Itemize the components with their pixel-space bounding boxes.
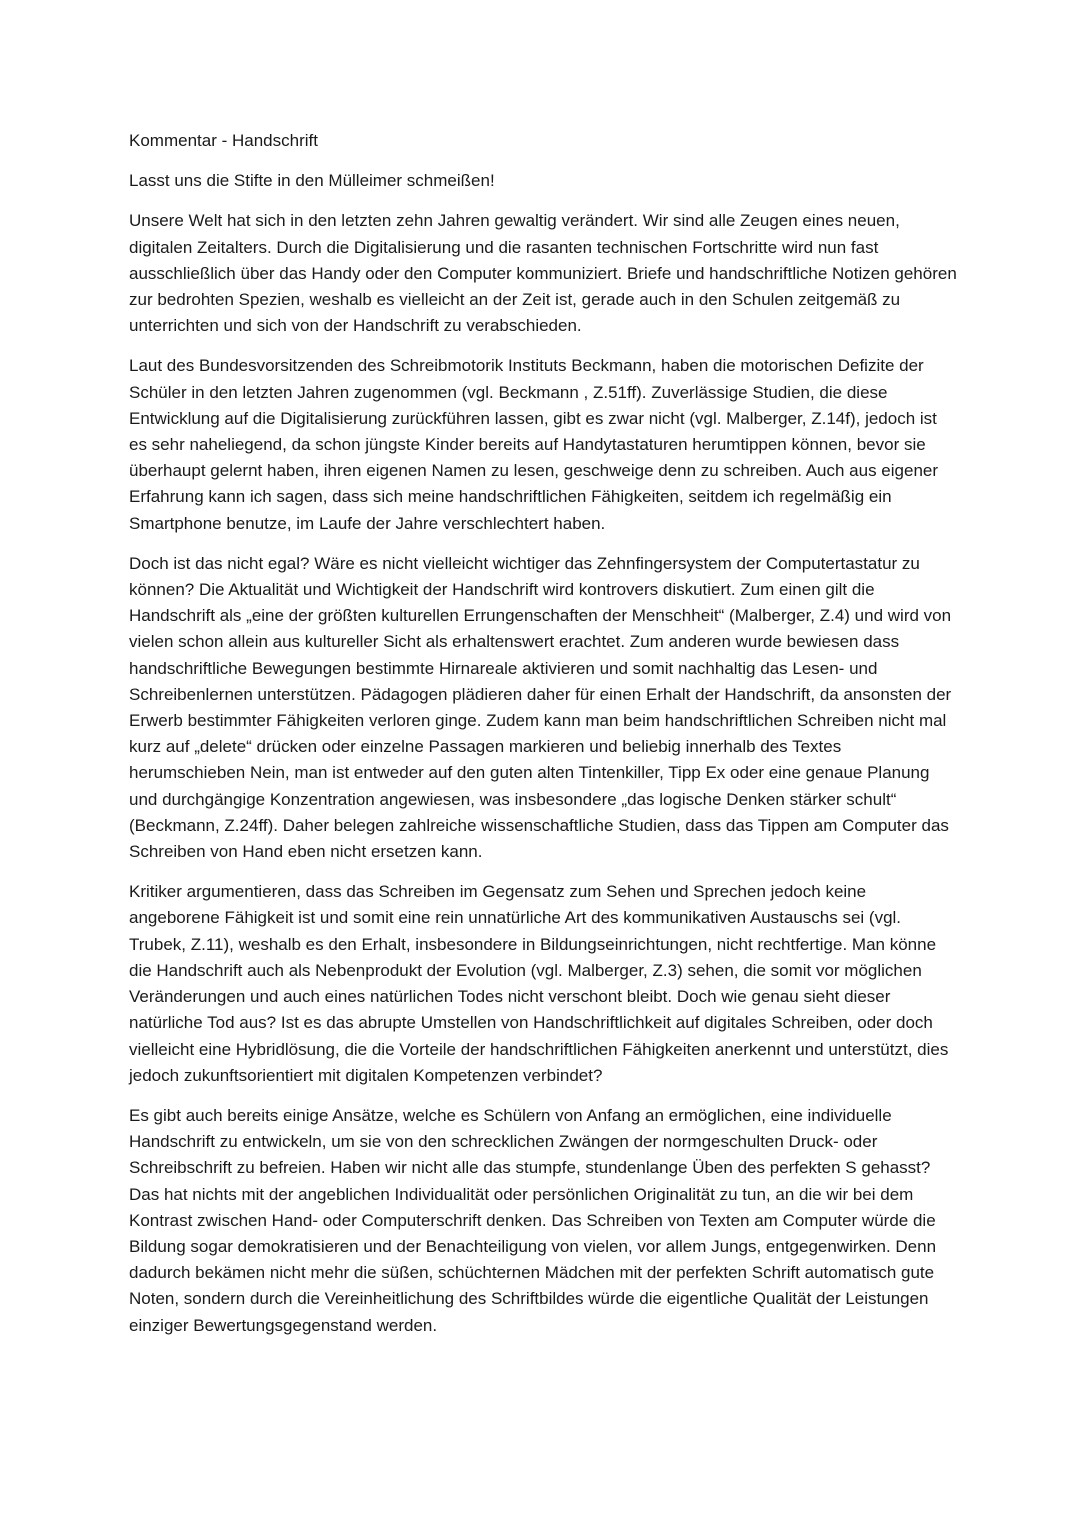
paragraph-4: Kritiker argumentieren, dass das Schreiben im Gegensatz zum Sehen und Sprechen jedoch keine angeborene Fähigkeit ist und somit eine rein unnatürliche Art des kommunikativen Austauschs sei (vgl. Trubek, Z.11), weshalb es den Erhalt, insbesondere in Bildungseinrichtungen, nicht rechtfertige. Man könne die Handschrift auch als Nebenprodukt der Evolution (vgl. Malberger, Z.3) sehen, die somit vor möglichen Veränderungen und auch eines natürlichen Todes nicht verschont bleibt. Doch wie genau sieht dieser natürliche Tod aus? Ist es das abrupte Umstellen von Handschriftlichkeit auf digitales Schreiben, oder doch vielleicht eine Hybridlösung, die die Vorteile der handschriftlichen Fähigkeiten anerkennt und unterstützt, dies jedoch zukunftsorientiert mit digitalen Kompetenzen verbindet? (129, 882, 949, 1085)
paragraph-1: Unsere Welt hat sich in den letzten zehn Jahren gewaltig verändert. Wir sind alle Zeugen eines neuen, digitalen Zeitalters. Durch die Digitalisierung und die rasanten technischen Fortschritte wird nun fast ausschließlich über das Handy oder den Computer kommuniziert. Briefe und handschriftliche Notizen gehören zur bedrohten Spezien, weshalb es vielleicht an der Zeit ist, gerade auch in den Schulen zeitgemäß zu unterrichten und sich von der Handschrift zu verabschieden. (129, 211, 957, 336)
paragraph-5: Es gibt auch bereits einige Ansätze, welche es Schülern von Anfang an ermöglichen, eine individuelle Handschrift zu entwickeln, um sie von den schrecklichen Zwängen der normgeschulten Druck- oder Schreibschrift zu befreien. Haben wir nicht alle das stumpfe, stundenlange Üben des perfekten S gehasst? Das hat nichts mit der angeblichen Individualität oder persönlichen Originalität zu tun, an die wir bei dem Kontrast zwischen Hand- oder Computerschrift denken. Das Schreiben von Texten am Computer würde die Bildung sogar demokratisieren und der Benachteiligung von vielen, vor allem Jungs, entgegenwirken. Denn dadurch bekämen nicht mehr die süßen, schüchternen Mädchen mit der perfekten Schrift automatisch gute Noten, sondern durch die Vereinheitlichung des Schriftbildes würde die eigentliche Qualität der Leistungen einziger Bewertungsgegenstand werden. (129, 1105, 937, 1335)
paragraph-3: Doch ist das nicht egal? Wäre es nicht vielleicht wichtiger das Zehnfingersystem der Computertastatur zu können? Die Aktualität und Wichtigkeit der Handschrift wird kontrovers diskutiert. Zum einen gilt die Handschrift als „eine der größten kulturellen Errungenschaften der Menschheit“ (Malberger, Z.4) und wird von vielen schon allein aus kultureller Sicht als erhaltenswert erachtet. Zum anderen wurde bewiesen dass handschriftliche Bewegungen bestimmte Hirnareale aktivieren und somit nachhaltig das Lesen- und Schreibenlernen unterstützen. Pädagogen plädieren daher für einen Erhalt der Handschrift, da ansonsten der Erwerb bestimmter Fähigkeiten verloren ginge. Zudem kann man beim handschriftlichen Schreiben nicht mal kurz auf „delete“ drücken oder einzelne Passagen markieren und beliebig innerhalb des Textes herumschieben Nein, man ist entweder auf den guten alten Tintenkiller, Tipp Ex oder eine genaue Planung und durchgängige Konzentration angewiesen, was insbesondere „das logische Denken stärker schult“ (Beckmann, Z.24ff). Daher belegen zahlreiche wissenschaftliche Studien, dass das Tippen am Computer das Schreiben von Hand eben nicht ersetzen kann. (129, 553, 952, 862)
document-headline: Lasst uns die Stifte in den Mülleimer schmeißen! (129, 171, 495, 191)
document-page (129, 128, 959, 1353)
document-title: Kommentar - Handschrift (129, 131, 318, 150)
paragraph-2: Laut des Bundesvorsitzenden des Schreibmotorik Instituts Beckmann, haben die motorischen Defizite der Schüler in den letzten Jahren zugenommen (vgl. Beckmann , Z.51ff). Zuverlässige Studien, die diese Entwicklung auf die Digitalisierung zurückführen lassen, gibt es zwar nicht (vgl. Malberger, Z.14f), jedoch ist es sehr naheliegend, da schon jüngste Kinder bereits auf Handytastaturen herumtippen können, bevor sie überhaupt gelernt haben, ihren eigenen Namen zu lesen, geschweige denn zu schreiben. Auch aus eigener Erfahrung kann ich sagen, dass sich meine handschriftlichen Fähigkeiten, seitdem ich regelmäßig ein Smartphone benutze, im Laufe der Jahre verschlechtert haben. (129, 356, 939, 533)
